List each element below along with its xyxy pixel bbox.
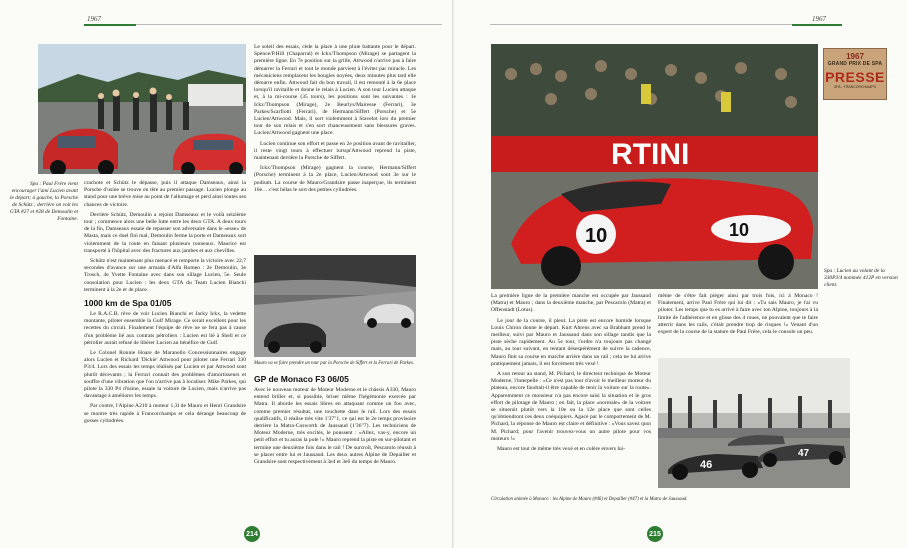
paragraph: Avec le nouveau moteur de Moteur Moderne et le châssis A330, Mauro entend briller et, si possible, briser même l'hégémonie exercée par Matra. Il aborde les essais libres en attaquant comme un fou avec, comme premier résultat, une touchette dans le rail. Lors des essais qualificatifs, il réalise très vite 1'37"1, ce qui est le 2e temps provisoire derrière la Matra-Cosworth de Jaussaud (1'36"7). Les techniciens de Moteur Moderne, très excités, le poussent : «Allez, vas-y, encore un petit effort et tu auras la pole !» Mauro reprend la piste en sur-pilotant et termine une deuxième fois dans le rail ! De surcroît, Pescarolo réussit à se placer entre lui et Jaussaud. Les deux autres Alpine de Depailler et Grandsire sont respectivement à 3e4 et 3e6 du temps de Mauro.: [254, 387, 416, 466]
press-badge-year: 1967: [846, 52, 864, 61]
paragraph: Ickx/Thompson (Mirage) gagnent la course, Hermann/Siffert (Porsche) terminent à la 2e place, Lucien/Attwood sont 3e sur le podium. La course de Mauro/Grandsire passe inaperçue, ils terminent 16e… c'est hélas le sort des petites cylindrées.: [254, 165, 416, 193]
text-column-2: [658, 293, 818, 339]
car-number: 10: [585, 225, 608, 247]
paragraph: La première ligne de la première manche est occupée par Jaussaud (Matra) et Mauro ; dans la deuxième manche, par Pescarolo (Matra) et Offenstadt (Lotus).: [491, 293, 651, 314]
photo-caption: Spa : Paul Frère vient encourager l'ami Lucien avant le départ; à gauche, la Porsche de Schütz ; derrière on voit les GTA #27 et #28 de Demoulin et Fontaine.: [9, 181, 78, 222]
spa-start-photo: [38, 44, 246, 174]
header-rule-accent: [792, 24, 842, 26]
section-heading-monaco: GP de Monaco F3 06/05: [254, 374, 349, 384]
right-page: [454, 0, 907, 548]
section-heading-spa: 1000 km de Spa 01/05: [84, 298, 172, 309]
paragraph: Le jour de la course, il pleut. La piste est encore humide lorsque Louis Chiron donne le départ. Kurt Ahrens avec sa Brabham prend le meilleur, suivi par Mauro et Jaussaud dans son sillage tandis que la piste sèche rapidement. Au 5e tour, l'ordre n'a toujours pas changé mais, au tour suivant, en tentant désespérément de suivre la cadence, Mauro finit sa course en marche arrière dans un rail ; cela ne lui arrive pratiquement jamais, il est forcément très vexé !: [491, 317, 651, 367]
text-column-2b: [254, 370, 416, 469]
text-column-1: [84, 180, 246, 428]
paragraph: Le Colonel Ronnie Hoare de Maranello Concessionnaires engage alors Lucien et Richard 'Dickie' Attwood pour piloter une Ferrari 330 P3/4. Lors des essais les temps réalisés par Lucien et par Attwood sont plutôt décevants ; la Ferrari connait des problèmes d'amortisseurs et souffre d'une vibration que l'on n'arrive pas à localiser. Mike Parkes, qui pilote la 330 P4 d'usine, essaie la voiture de Lucien, mais n'arrive pas davantage à améliorer les temps.: [84, 350, 246, 400]
photo-caption: Spa : Lucien au volant de la 330P3/4 nommée 412P en version client.: [824, 268, 898, 288]
ferrari-race-photo: [491, 44, 818, 289]
paragraph: Le soleil des essais, cède la place à une pluie battante pour le départ. Spence/P.Hill (Chaparral) et Ickx/Thompson (Mirage) se partagent la première ligne. En 7e position sur la grille, Attwood n'arrive pas à faire démarrer la Ferrari et tout le monde parvient à l'éviter par miracle. Les mécaniciens remplacent les bougies noyées, deux minutes plus tard elle démarre enfin. Attwood fait du bon travail, il est remonté à la 6e place lorsqu'il ravitaille et donne le relais à Lucien. A son tour Lucien attaque et, à la mi-course (35 tours), les positions sont les suivantes : 1e Ickx/Thompson (Mirage), 2e Beurlys/Mairesse (Ferrari), 3e Parkes/Scarfiotti (Ferrari), 4e Hermann/Siffert (Porsche) et 5e Lucien/Attwood. Mais, il sort violemment à Stavelot lors du premier tour de son relais et s'en sort chanceusement sans blessures graves. Lucien/Attwood gagnent une place.: [254, 44, 416, 137]
header-rule-accent: [84, 24, 136, 26]
paragraph: A son retour au stand, M. Pichard, le directeur technique de Moteur Moderne, l'interpelle : «Ce n'est pas tout d'avoir le meilleur moteur du plateau, encore faudrait-il être capable de tenir la voiture sur la route». Apparemment ce monsieur n'a pas encore saisi la situation et le gros effort de pilotage de Mauro ; en fait, la place «normale» de la voiture se situerait plutôt vers la 10e ou la 12e place que sont celles qu'obtiendront ces deux coéquipiers. Agacé par le comportement de M. Pichard, la réponse de Mauro est claire et définitive : «Vous savez quoi M. Pichard; pour l'avenir trouvez-vous un autre pilote pour vos moteurs !»: [491, 371, 651, 442]
svg-text:47: 47: [798, 448, 810, 459]
photo-caption: Mauro va se faire prendre un tour par la Porsche de Siffert et la Ferrari de Parkes.: [254, 361, 415, 366]
spa-race-photo: [254, 255, 416, 357]
paragraph: Derrière Schütz, Demoulin a rejoint Damseaux et le voilà seizième tour ; commence alors une belle lutte entre les deux GTA. A deux tours de la fin, Damseaux essaie de repasser son adversaire dans le «esse» de Masta, mais ce duel fini mal, Demoulin ferme la porte et Damseaux sort violemment de la route en faisant plusieurs tonneaux. Maurice est transporté à l'hôpital avec des fractures aux jambes et aux chevilles.: [84, 211, 246, 254]
running-header-year: 1967: [812, 15, 826, 23]
header-rule: [136, 24, 442, 25]
header-rule: [490, 24, 792, 25]
paragraph: même de s'être fait piéger ainsi par trois fois, ici à Monaco ! Finalement, arrive Paul Frère qui lui dit : «Tu sais Mauro, je t'ai vu piloter. Les temps que tu es arrivé à faire avec ton Alpine, toujours à la limite de l'adhérence et en glisse des 4 roues, ne pouvaient que te faire atterrir dans les rails, c'était prendre trop de risques !» Venant d'un expert de la course de la stature de Paul Frère, cela le console un peu.: [658, 293, 818, 336]
text-column-2: [254, 44, 416, 197]
press-badge-word: PRESSE: [825, 69, 885, 85]
left-page: [0, 0, 453, 548]
page-number: 215: [647, 526, 663, 542]
press-badge-small: SPA - FRANCORCHAMPS: [834, 85, 876, 89]
page-number: 214: [244, 526, 260, 542]
paragraph: Mauro est tout de même très vexé et en colère envers lui-: [497, 446, 626, 453]
press-badge: [823, 48, 887, 100]
paragraph: Lucien continue son effort et passe en 2e position avant de ravitailler, il reste vingt tours à effectuer lorsqu'Attwood reprend la piste, maintenant derrière la Porsche de Siffert.: [254, 140, 416, 162]
paragraph: Le R.A.C.B. rêve de voir Lucien Bianchi et Jacky Ickx, la vedette montante, piloter ensemble la Gulf Mirage. Ce serait excellent pour les recettes du circuit. Finalement l'équipe de rêve ne se fera pas à cause d'un problème lié aux contrats pétroliers : Lucien est lié à Shell et ce pétrolier aurait refusé de libérer Lucien au bénéfice de Gulf.: [84, 311, 246, 346]
paragraph: Schütz n'est maintenant plus menacé et remporte la victoire avec 22,7 secondes d'avance sur une armada d'Alfa Romeo : 2e Demoulin, 3e Trosch, 4e Yvette Fontaine avec dans son sillage Lucien, 5e. Seule consolation pour Lucien : les deux GTA du Team Lucien Bianchi terminent à la 2e et 4e place.: [84, 258, 246, 293]
press-badge-line: GRAND PRIX DE SPA: [827, 61, 883, 67]
paragraph: Par contre, l'Alpine A210 à moteur 1,3l de Mauro et Henri Grandsire se montre très rapide à Francorchamps et cela dérange beaucoup de gosses cylindrées.: [84, 403, 246, 424]
paragraph: crachote et Schütz le dépasse, puis il attaque Damseaux, ainsi la Porsche d'usine se trouve en tête au premier passage. Lucien plonge au stand pour une brève mise au point de l'allumage et perd ainsi toutes ses chances de victoire.: [84, 180, 246, 208]
monaco-race-photo: [658, 358, 850, 488]
photo-caption: Circulation animée à Monaco : les Alpine de Mauro (#46) et Depailler (#47) et la Matra de Jaussaud.: [491, 497, 688, 502]
car-number-side: 10: [729, 220, 750, 240]
svg-text:RTINI: RTINI: [611, 138, 690, 171]
text-column-1: [491, 293, 651, 456]
running-header-year: 1967: [87, 15, 101, 23]
svg-text:46: 46: [700, 459, 713, 471]
